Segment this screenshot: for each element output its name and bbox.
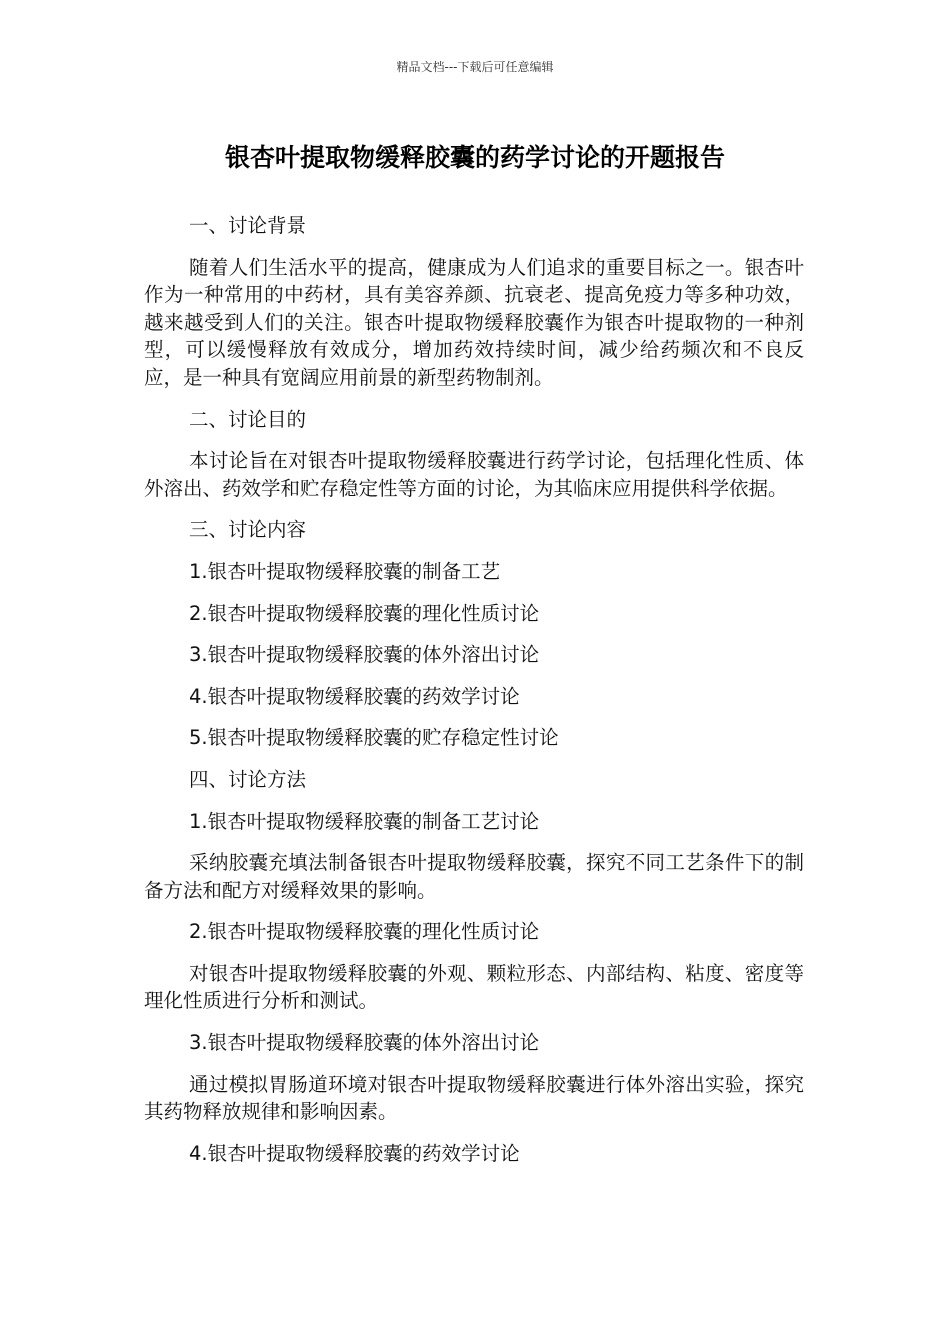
method-paragraph: 采纳胶囊充填法制备银杏叶提取物缓释胶囊，探究不同工艺条件下的制备方法和配方对缓释效果的影响。 xyxy=(144,851,804,902)
section-heading-content: 三、讨论内容 xyxy=(189,518,307,542)
content-list-item: 3.银杏叶提取物缓释胶囊的体外溶出讨论 xyxy=(189,643,540,667)
section-heading-methods: 四、讨论方法 xyxy=(189,767,307,791)
content-list-item: 2.银杏叶提取物缓释胶囊的理化性质讨论 xyxy=(189,601,540,625)
method-heading: 4.银杏叶提取物缓释胶囊的药效学讨论 xyxy=(189,1141,520,1165)
method-heading: 1.银杏叶提取物缓释胶囊的制备工艺讨论 xyxy=(189,809,540,833)
document-title: 银杏叶提取物缓释胶囊的药学讨论的开题报告 xyxy=(224,143,725,172)
method-heading: 3.银杏叶提取物缓释胶囊的体外溶出讨论 xyxy=(189,1031,540,1055)
method-heading: 2.银杏叶提取物缓释胶囊的理化性质讨论 xyxy=(189,920,540,944)
method-paragraph: 对银杏叶提取物缓释胶囊的外观、颗粒形态、内部结构、粘度、密度等理化性质进行分析和测试。 xyxy=(144,961,804,1013)
method-paragraph: 通过模拟胃肠道环境对银杏叶提取物缓释胶囊进行体外溶出实验，探究其药物释放规律和影响因素。 xyxy=(144,1072,804,1124)
header-note: 精品文档---下载后可任意编辑 xyxy=(396,60,554,74)
section-heading-purpose: 二、讨论目的 xyxy=(189,407,307,431)
content-list-item: 5.银杏叶提取物缓释胶囊的贮存稳定性讨论 xyxy=(189,726,559,750)
purpose-paragraph: 本讨论旨在对银杏叶提取物缓释胶囊进行药学讨论，包括理化性质、体外溶出、药效学和贮存稳定性等方面的讨论，为其临床应用提供科学依据。 xyxy=(144,449,804,500)
content-list-item: 4.银杏叶提取物缓释胶囊的药效学讨论 xyxy=(189,684,520,708)
section-heading-background: 一、讨论背景 xyxy=(189,214,307,237)
document-body xyxy=(144,212,804,1181)
background-paragraph: 随着人们生活水平的提高，健康成为人们追求的重要目标之一。银杏叶作为一种常用的中药材，具有美容养颜、抗衰老、提高免疫力等多种功效，越来越受到人们的关注。银杏叶提取物缓释胶囊作为银杏叶提取物的一种剂型，可以缓慢释放有效成分，增加药效持续时间，减少给药频次和不良反应，是一种具有宽阔应用前景的新型药物制剂。 xyxy=(144,255,804,389)
content-list-item: 1.银杏叶提取物缓释胶囊的制备工艺 xyxy=(189,559,501,583)
